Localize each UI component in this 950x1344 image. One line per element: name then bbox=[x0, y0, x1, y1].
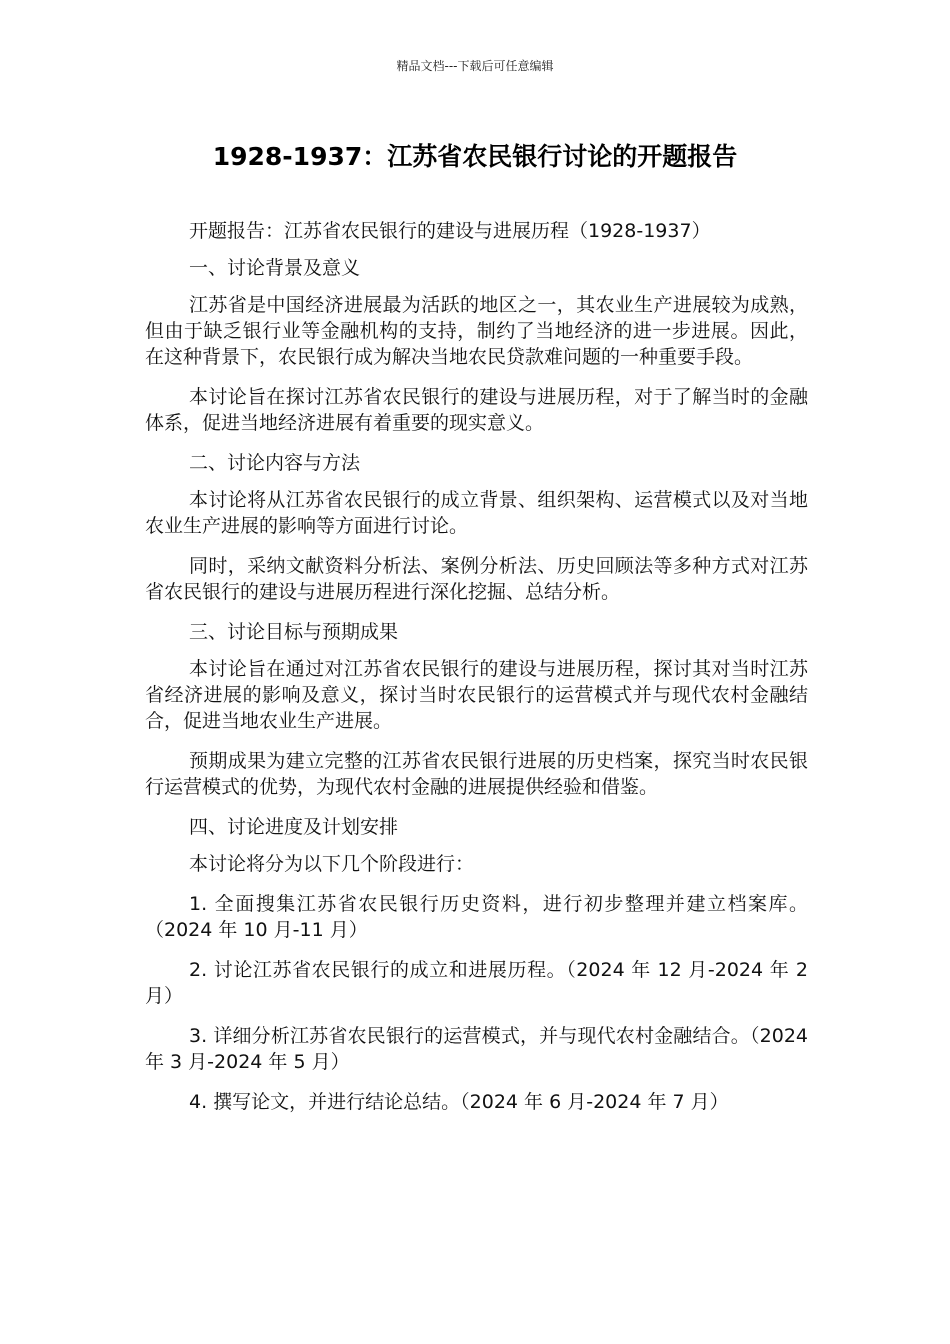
section-heading-content-method: 二、讨论内容与方法 bbox=[189, 452, 361, 474]
paragraph-expected-results: 预期成果为建立完整的江苏省农民银行进展的历史档案，探究当时农民银行运营模式的优势，为现代农村金融的进展提供经验和借鉴。 bbox=[145, 750, 808, 798]
paragraph-content: 本讨论将从江苏省农民银行的成立背景、组织架构、运营模式以及对当地农业生产进展的影响等方面进行讨论。 bbox=[145, 489, 808, 537]
page-header-note: 精品文档---下载后可任意编辑 bbox=[396, 59, 554, 73]
paragraph-method: 同时，采纳文献资料分析法、案例分析法、历史回顾法等多种方式对江苏省农民银行的建设与进展历程进行深化挖掘、总结分析。 bbox=[145, 555, 808, 603]
paragraph-background: 江苏省是中国经济进展最为活跃的地区之一，其农业生产进展较为成熟，但由于缺乏银行业等金融机构的支持，制约了当地经济的进一步进展。因此，在这种背景下，农民银行成为解决当地农民贷款难问题的一种重要手段。 bbox=[145, 294, 808, 368]
schedule-item-4: 4. 撰写论文，并进行结论总结。（2024 年 6 月-2024 年 7 月） bbox=[189, 1091, 729, 1113]
paragraph-goals: 本讨论旨在通过对江苏省农民银行的建设与进展历程，探讨其对当时江苏省经济进展的影响及意义，探讨当时农民银行的运营模式并与现代农村金融结合，促进当地农业生产进展。 bbox=[145, 658, 808, 732]
paragraph-schedule-intro: 本讨论将分为以下几个阶段进行： bbox=[189, 853, 475, 875]
document-body bbox=[145, 218, 808, 1129]
section-heading-goals: 三、讨论目标与预期成果 bbox=[189, 621, 399, 643]
section-heading-schedule: 四、讨论进度及计划安排 bbox=[189, 816, 399, 838]
schedule-item-3: 3. 详细分析江苏省农民银行的运营模式，并与现代农村金融结合。（2024 年 3 月-2024 年 5 月） bbox=[145, 1025, 808, 1073]
schedule-item-1: 1. 全面搜集江苏省农民银行历史资料，进行初步整理并建立档案库。（2024 年 10 月-11 月） bbox=[145, 893, 808, 941]
document-title: 1928-1937：江苏省农民银行讨论的开题报告 bbox=[212, 142, 738, 171]
paragraph-significance: 本讨论旨在探讨江苏省农民银行的建设与进展历程，对于了解当时的金融体系，促进当地经济进展有着重要的现实意义。 bbox=[145, 386, 808, 434]
section-heading-background: 一、讨论背景及意义 bbox=[189, 257, 361, 279]
report-subtitle: 开题报告：江苏省农民银行的建设与进展历程（1928-1937） bbox=[189, 220, 711, 242]
schedule-item-2: 2. 讨论江苏省农民银行的成立和进展历程。（2024 年 12 月-2024 年 2 月） bbox=[145, 959, 808, 1007]
